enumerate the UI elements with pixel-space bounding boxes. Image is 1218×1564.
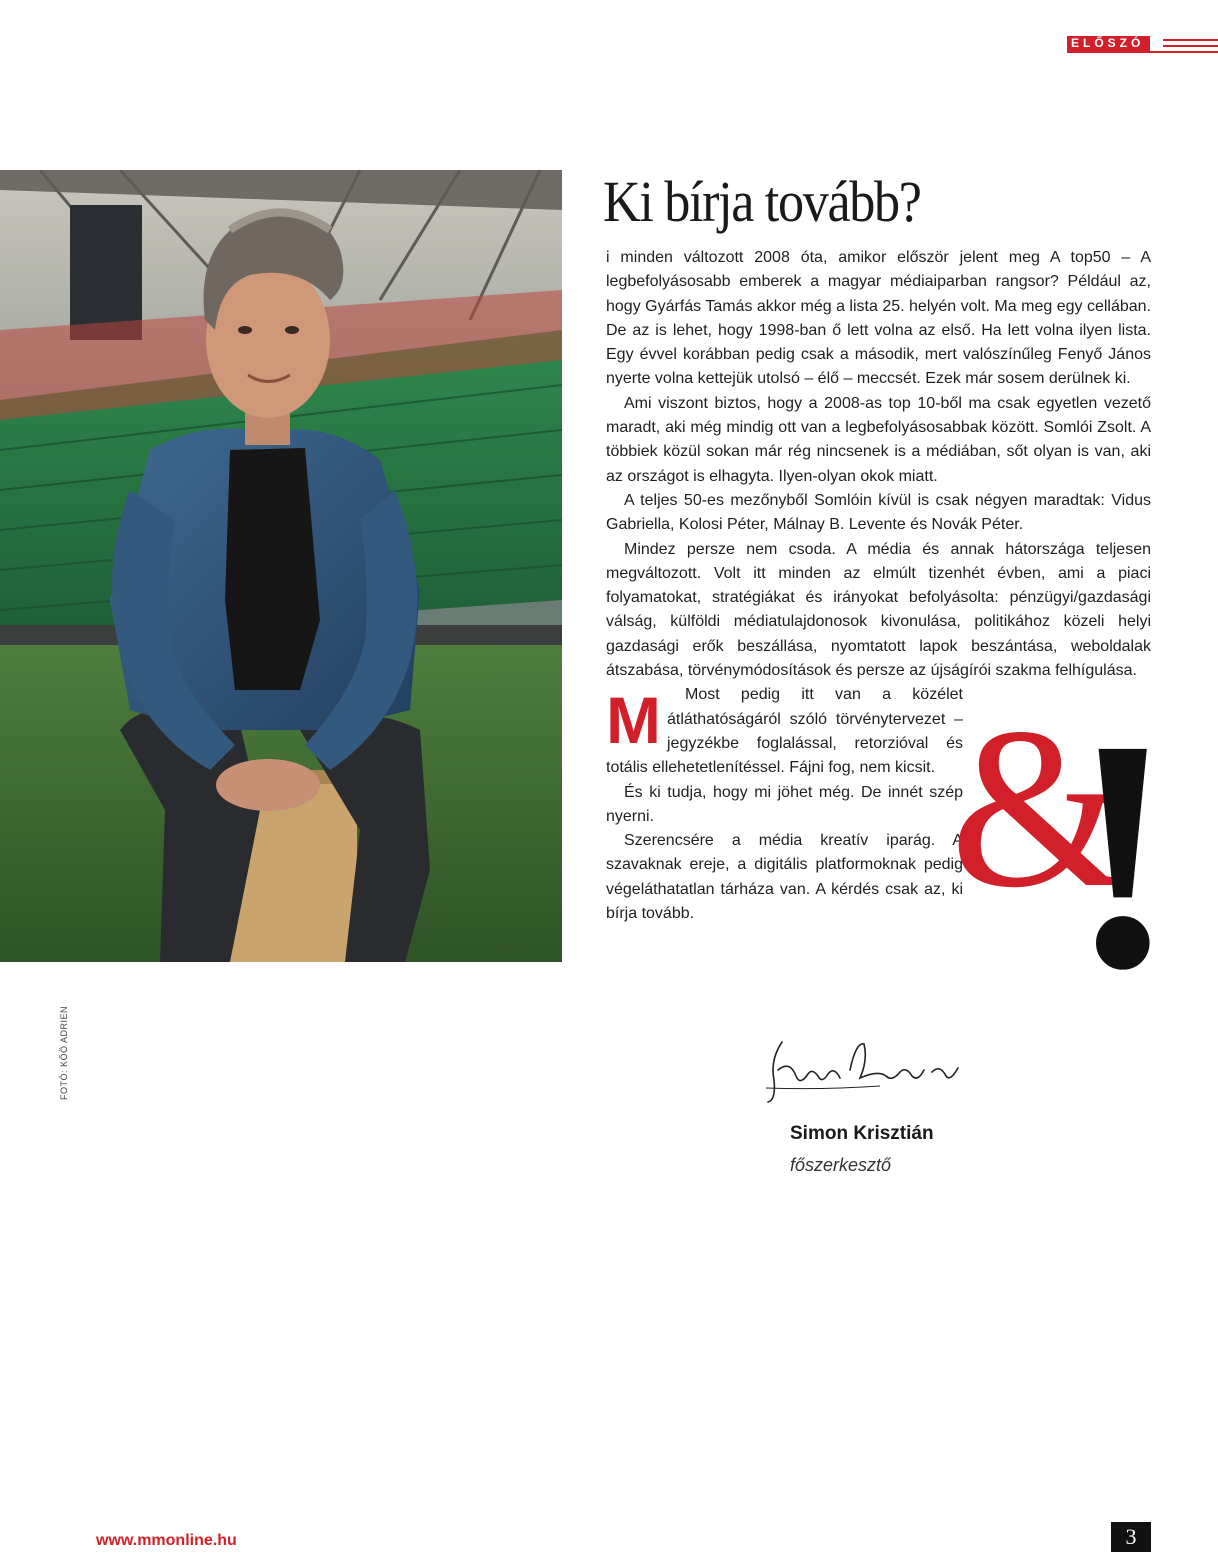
tag-rule — [1067, 51, 1218, 53]
section-tag — [1067, 36, 1218, 56]
paragraph: Mindez persze nem csoda. A média és annak hátországa teljesen megváltozott. Volt itt minden az elmúlt tizenhét évben, ami a piaci folyamatokat, stratégiákat és irányokat befolyásolta: pénzügyi/gazdasági válság, külföldi médiatulajdonosok kivonulása, politikához közeli helyi gazdasági erők beszállása, nyomtatott lapok beszántása, weboldalak átszabása, törvénymódosítások és persze az újságírói szakma felhígulása. — [606, 540, 1151, 680]
tag-rule — [1163, 45, 1218, 47]
paragraph: Most pedig itt van a közélet átláthatóságáról szóló törvénytervezet – jegyzékbe foglalással, retorzióval és totális ellehetetlenítéssel. Fájni fog, nem kicsit. — [606, 686, 963, 777]
drop-cap: M — [606, 683, 659, 757]
article-headline: Ki bírja tovább? — [603, 169, 921, 234]
page-number: 3 — [1111, 1522, 1151, 1552]
paragraph: Ami viszont biztos, hogy a 2008-as top 10-ből ma csak egyetlen vezető maradt, aki még mindig ott van a legbefolyásosabbak között. Somlói Zsolt. A többiek közül sokan már rég nincsenek is a médiában, sőt olyan is van, aki az országot is elhagyta. Ilyen-olyan okok miatt. — [606, 394, 1151, 485]
portrait-photo — [0, 170, 562, 962]
author-role: főszerkesztő — [790, 1155, 892, 1175]
ampersand-exclamation-logo — [950, 680, 1160, 980]
svg-text:! — [1068, 680, 1160, 980]
paragraph: Szerencsére a média kreatív iparág. A szavaknak ereje, a digitális platformoknak pedig végeláthatatlan tárháza van. A kérdés csak az, ki bírja tovább. — [606, 832, 963, 923]
svg-text:&: & — [950, 680, 1129, 935]
website-link[interactable]: www.mmonline.hu — [96, 1532, 237, 1549]
section-label: ELŐSZÓ — [1067, 36, 1150, 51]
paragraph: i minden változott 2008 óta, amikor először jelent meg A top50 – A legbefolyásosabb emberek a magyar médiaiparban rangsor? Például az, hogy Gyárfás Tamás akkor még a lista 25. helyén volt. Ma meg egy cellában. De az is lehet, hogy 1998-ban ő lett volna az első. Ha lett volna ilyen lista. Egy évvel korábban pedig csak a második, mert valószínűleg Fenyő János nyerte volna kettejük utolsó – élő – meccsét. Ezek már sosem derülnek ki. — [606, 249, 1151, 388]
paragraph: A teljes 50-es mezőnyből Somlóin kívül is csak négyen maradtak: Vidus Gabriella, Kolosi Péter, Málnay B. Levente és Novák Péter. — [606, 491, 1151, 534]
photo-credit: FOTÓ: KŐÖ ADRIEN — [59, 1005, 69, 1100]
handwritten-signature — [760, 1030, 970, 1110]
paragraph: És ki tudja, hogy mi jöhet még. De innét szép nyerni. — [606, 783, 963, 825]
tag-rule — [1163, 39, 1218, 41]
author-name: Simon Krisztián — [790, 1123, 934, 1144]
